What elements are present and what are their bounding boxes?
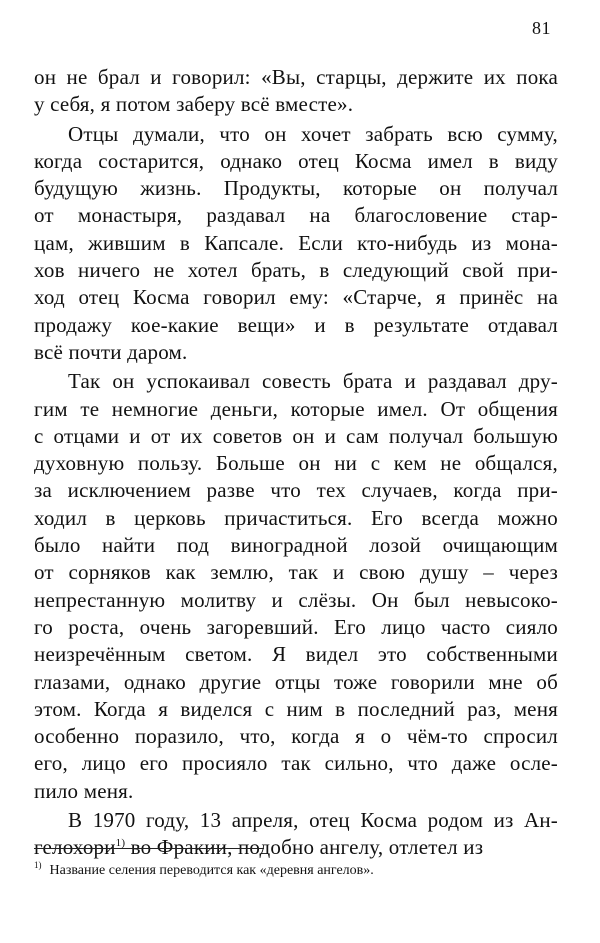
text-line: с отцами и от их советов он и сам получал большую [34, 423, 558, 448]
paragraph [34, 121, 558, 367]
text-line: глазами, однако другие отцы тоже говорили мне об [34, 669, 558, 694]
text-line: неизречённым светом. Я видел это собственными [34, 642, 558, 667]
text-line: пило меня. [34, 778, 134, 803]
text-fragment: во Фракии, подобно ангелу, отлетел из [125, 835, 484, 860]
footnote-marker: 1) [34, 860, 42, 871]
text-line: гим те немногие деньги, которые имел. От общения [34, 396, 558, 421]
text-line: В 1970 году, 13 апреля, отец Косма родом из Ан- [68, 808, 558, 833]
text-fragment: гелохори [34, 835, 116, 860]
text-line: ход отец Косма говорил ему: «Старче, я принёс на [34, 285, 558, 310]
text-line: этом. Когда я виделся с ним в последний раз, меня [34, 696, 558, 721]
text-line: у себя, я потом заберу всё вместе». [34, 92, 354, 117]
paragraph [34, 64, 558, 119]
paragraph [34, 368, 558, 805]
text-line: Так он успокаивал совесть брата и раздавал дру- [68, 369, 558, 394]
paragraph-list [34, 64, 558, 805]
text-line: особенно поразило, что, когда я о чём-то спросил [34, 724, 558, 749]
text-line: хов ничего не хотел брать, в следующий свой при- [34, 258, 558, 283]
text-line: Отцы думали, что он хочет забрать всю сумму, [68, 121, 558, 146]
text-line: всё почти даром. [34, 339, 188, 364]
text-line: от сорняков как землю, так и свою душу – через [34, 560, 558, 585]
text-line: было найти под виноградной лозой очищающим [34, 533, 558, 558]
footnote [34, 862, 558, 880]
text-line: го роста, очень загоревший. Его лицо часто сияло [34, 614, 558, 639]
text-line: цам, жившим в Капсале. Если кто-нибудь из мона- [34, 230, 558, 255]
text-line: его, лицо его просияло так сильно, что даже осле- [34, 751, 558, 776]
text-line: непрестанную молитву и слёзы. Он был невысоко- [34, 587, 558, 612]
footnote-text: Название селения переводится как «деревня ангелов». [49, 863, 374, 878]
page-number: 81 [532, 18, 551, 38]
text-line: когда состарится, однако отец Косма имел в виду [34, 148, 558, 173]
body-text [34, 64, 558, 862]
text-line: духовную пользу. Больше он ни с кем не общался, [34, 451, 558, 476]
paragraph-last [34, 807, 558, 862]
footnote-reference[interactable]: 1) [115, 837, 126, 850]
text-line: ходил в церковь причаститься. Его всегда можно [34, 505, 558, 530]
text-line: будущую жизнь. Продукты, которые он получал [34, 176, 558, 201]
text-line: продажу кое-какие вещи» и в результате отдавал [34, 312, 558, 337]
text-line: от монастыря, раздавал на благословение стар- [34, 203, 558, 228]
text-line: за исключением разве что тех случаев, когда при- [34, 478, 558, 503]
text-line: он не брал и говорил: «Вы, старцы, держите их пока [34, 65, 558, 89]
footnote-divider [34, 848, 264, 849]
